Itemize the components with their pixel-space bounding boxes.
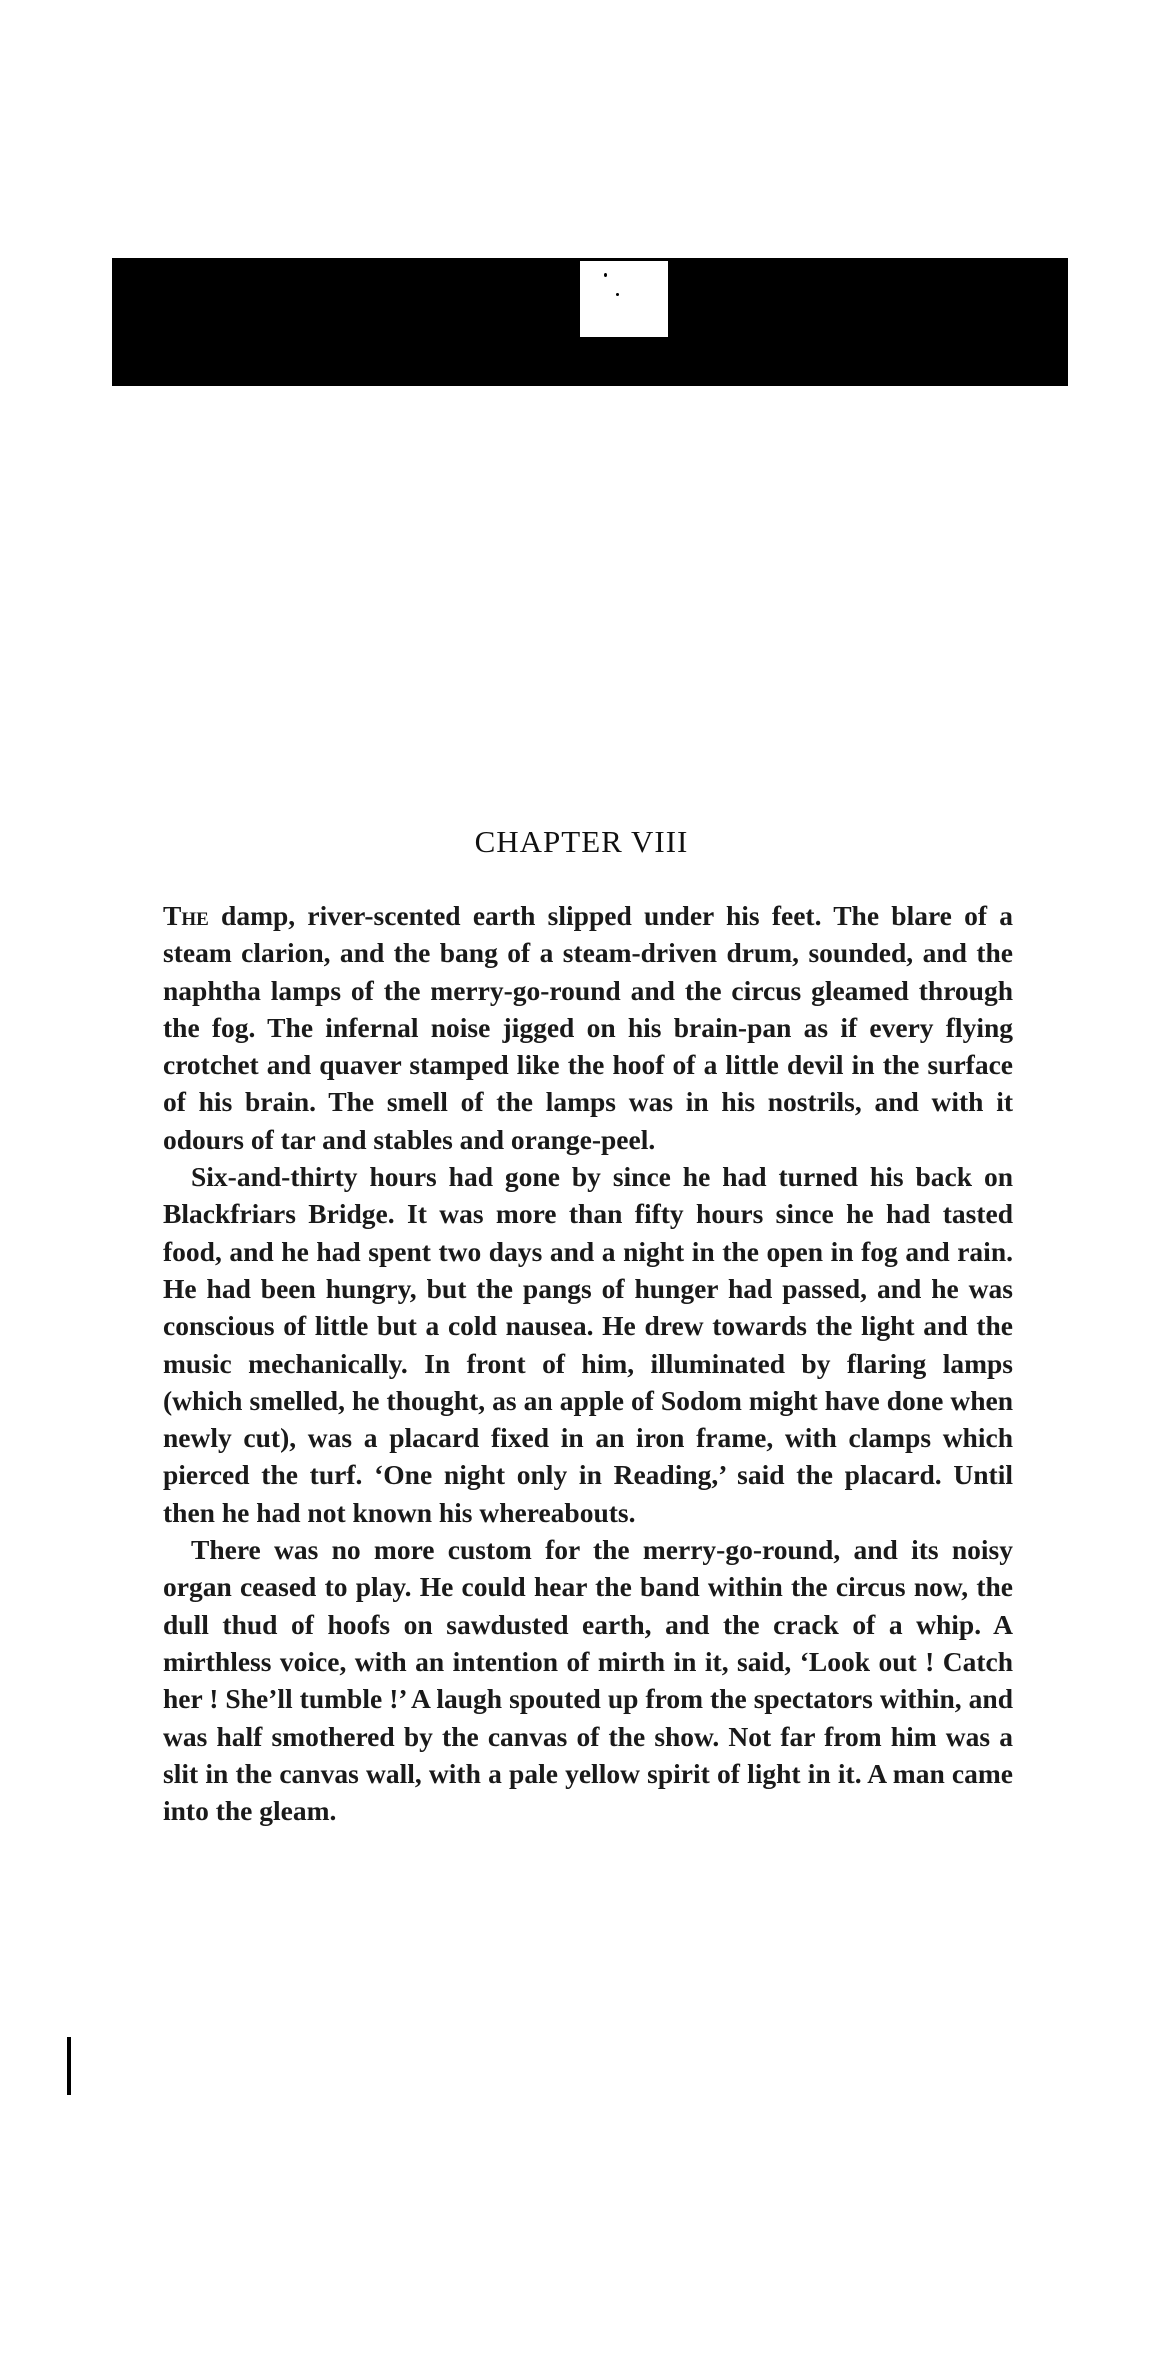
ink-speck <box>604 273 607 277</box>
paragraph <box>163 1158 1013 1531</box>
paragraph-text: There was no more custom for the merry-go-round, and its noisy organ ceased to play. He could hear the band within the circus now, the dull thud of hoofs on sawdusted earth, and the crack of a whip. A mirthless voice, with an intention of mirth in it, said, ‘Look out ! Catch her ! She’ll tumble !’ A laugh spouted up from the spectators within, and was half smothered by the canvas of the show. Not far from him was a slit in the canvas wall, with a pale yellow spirit of light in it. A man came into the gleam. <box>163 1534 1013 1827</box>
paragraph <box>163 1531 1013 1829</box>
paragraph <box>163 897 1013 1158</box>
chapter-title: CHAPTER VIII <box>474 824 689 859</box>
header-blank-patch <box>580 261 668 337</box>
margin-scan-mark <box>67 2037 71 2095</box>
paragraph-text: Six-and-thirty hours had gone by since he had turned his back on Blackfriars Bridge. It was more than fifty hours since he had tasted food, and he had spent two days and a night in the open in fog and rain. He had been hungry, but the pangs of hunger had passed, and he was conscious of little but a cold nausea. He drew towards the light and the music mechanically. In front of him, illuminated by flaring lamps (which smelled, he thought, as an apple of Sodom might have done when newly cut), was a placard fixed in an iron frame, with clamps which pierced the turf. ‘One night only in Reading,’ said the placard. Until then he had not known his whereabouts. <box>163 1161 1013 1528</box>
chapter-body <box>163 897 1013 1829</box>
chapter-header-ornament <box>112 258 1068 386</box>
paragraph-lead-word: The <box>163 900 209 931</box>
paragraph-text: damp, river-scented earth slipped under his feet. The blare of a steam clarion, and the bang of a steam-driven drum, sounded, and the naphtha lamps of the merry-go-round and the circus gleamed through the fog. The infernal noise jigged on his brain-pan as if every flying crotchet and quaver stamped like the hoof of a little devil in the surface of his brain. The smell of the lamps was in his nostrils, and with it odours of tar and stables and orange-peel. <box>163 900 1013 1155</box>
ink-speck <box>616 293 619 296</box>
